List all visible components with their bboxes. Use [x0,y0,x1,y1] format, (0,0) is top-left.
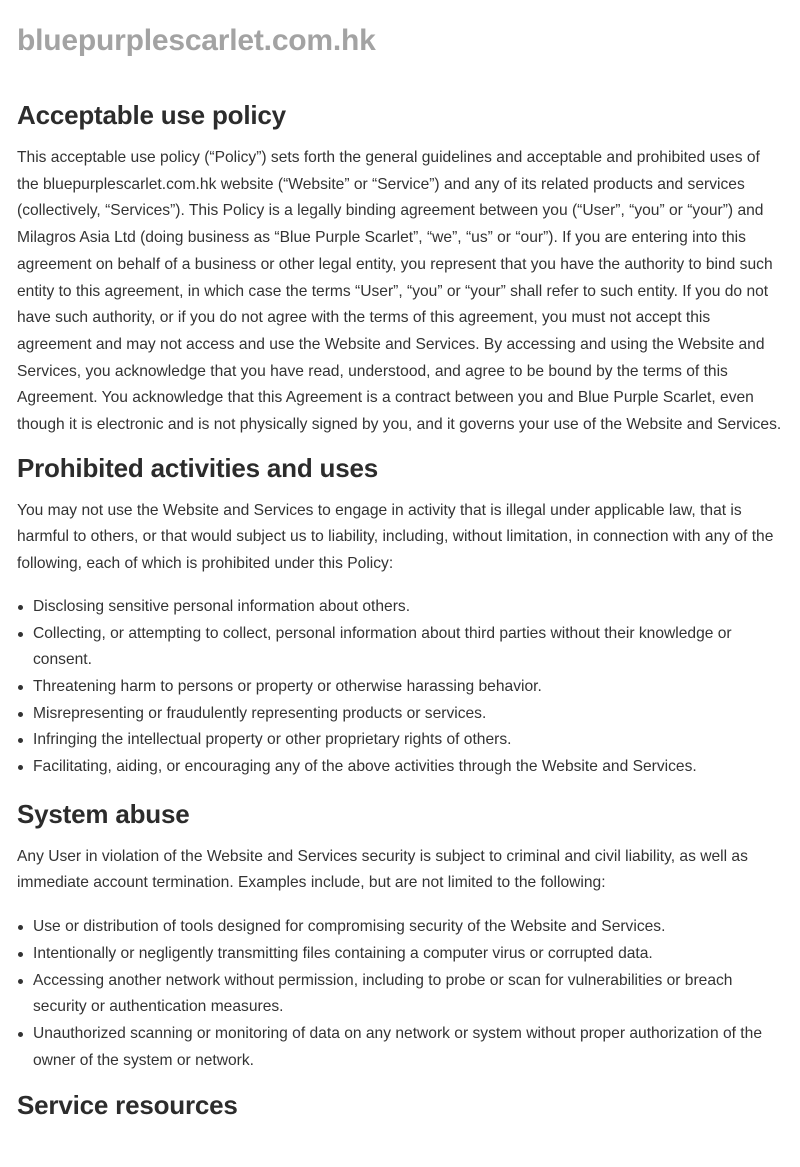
prohibited-list [17,594,783,781]
intro-paragraph: This acceptable use policy (“Policy”) sets forth the general guidelines and acceptable and prohibited uses of the bluepurplescarlet.com.hk website (“Website” or “Service”) and any of its related products and services (collectively, “Services”). This Policy is a legally binding agreement between you (“User”, “you” or “your”) and Milagros Asia Ltd (doing business as “Blue Purple Scarlet”, “we”, “us” or “our”). If you are entering into this agreement on behalf of a business or other legal entity, you represent that you have the authority to bind such entity to this agreement, in which case the terms “User”, “you” or “your” shall refer to such entity. If you do not have such authority, or if you do not agree with the terms of this agreement, you must not accept this agreement and may not access and use the Website and Services. By accessing and using the Website and Services, you acknowledge that you have read, understood, and agree to be bound by the terms of this Agreement. You acknowledge that this Agreement is a contract between you and Blue Purple Scarlet, even though it is electronic and is not physically signed by you, and it governs your use of the Website and Services. [17,149,782,434]
list-item: Use or distribution of tools designed for compromising security of the Website and Services. [33,914,783,941]
prohibited-paragraph: You may not use the Website and Services to engage in activity that is illegal under applicable law, that is harmful to others, or that would subject us to liability, including, without limitation, in connection with any of the following, each of which is prohibited under this Policy: [17,501,774,573]
list-item: Accessing another network without permission, including to probe or scan for vulnerabilities or breach security or authentication measures. [33,968,783,1021]
list-item: Facilitating, aiding, or encouraging any of the above activities through the Website and Services. [33,754,783,781]
list-item: Intentionally or negligently transmitting files containing a computer virus or corrupted data. [33,941,783,968]
system-abuse-paragraph: Any User in violation of the Website and Services security is subject to criminal and civil liability, as well as immediate account termination. Examples include, but are not limited to the following: [17,847,748,892]
list-item: Threatening harm to persons or property or otherwise harassing behavior. [33,674,783,701]
list-item: Disclosing sensitive personal information about others. [33,594,783,621]
heading-system-abuse: System abuse [17,798,190,829]
list-item: Collecting, or attempting to collect, personal information about third parties without their knowledge or consent. [33,621,783,674]
list-item: Misrepresenting or fraudulently representing products or services. [33,701,783,728]
list-item: Unauthorized scanning or monitoring of data on any network or system without proper authorization of the owner of the system or network. [33,1021,783,1074]
heading-acceptable-use-policy: Acceptable use policy [17,100,286,130]
heading-service-resources: Service resources [17,1090,238,1121]
site-title: bluepurplescarlet.com.hk [17,24,376,57]
list-item: Infringing the intellectual property or other proprietary rights of others. [33,727,783,754]
heading-prohibited-activities: Prohibited activities and uses [17,452,378,483]
system-abuse-list [17,914,783,1074]
